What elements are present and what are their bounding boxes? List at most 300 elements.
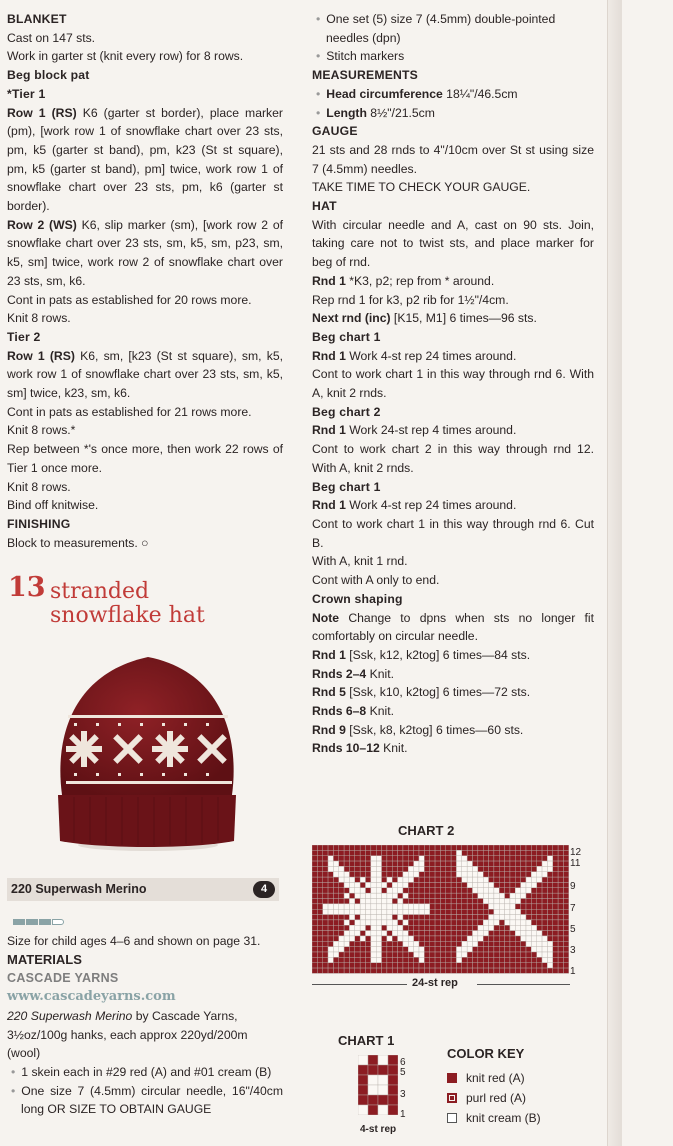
chart-cell <box>358 1095 368 1105</box>
chart-cell <box>312 904 317 909</box>
chart-cell <box>446 850 451 855</box>
chart-cell <box>531 941 536 946</box>
chart-cell <box>563 941 568 946</box>
chart-cell <box>424 936 429 941</box>
chart-cell <box>510 893 515 898</box>
chart-cell <box>317 936 322 941</box>
chart-cell <box>424 931 429 936</box>
chart-cell <box>537 877 542 882</box>
chart-cell <box>537 909 542 914</box>
chart-cell <box>553 925 558 930</box>
chart-cell <box>344 920 349 925</box>
chart-cell <box>317 957 322 962</box>
chart-cell <box>494 931 499 936</box>
chart-cell <box>542 931 547 936</box>
chart-cell <box>558 882 563 887</box>
chart-cell <box>333 963 338 968</box>
chart-cell <box>467 909 472 914</box>
chart-cell <box>355 872 360 877</box>
chart-cell <box>531 915 536 920</box>
chart-cell <box>473 936 478 941</box>
chart-cell <box>387 936 392 941</box>
chart-cell <box>537 872 542 877</box>
row2-instruction <box>7 216 283 291</box>
chart-cell <box>382 925 387 930</box>
materials-heading: MATERIALS <box>7 951 82 967</box>
chart-cell <box>317 963 322 968</box>
chart-cell <box>478 931 483 936</box>
chart-cell <box>403 856 408 861</box>
chart-cell <box>526 861 531 866</box>
chart-cell <box>368 1085 378 1095</box>
chart-cell <box>312 850 317 855</box>
chart-cell <box>563 925 568 930</box>
chart-cell <box>360 899 365 904</box>
chart-cell <box>510 920 515 925</box>
chart-cell <box>323 845 328 850</box>
chart-cell <box>531 968 536 973</box>
materials-bullet-2: • One size 7 (4.5mm) circular needle, 16"/40cm long OR SIZE TO OBTAIN GAUGE <box>7 1082 283 1119</box>
chart-cell <box>462 968 467 973</box>
chart-cell <box>440 872 445 877</box>
chart-cell <box>526 968 531 973</box>
chart-cell <box>478 952 483 957</box>
chart-cell <box>414 947 419 952</box>
chart-cell <box>558 877 563 882</box>
chart-cell <box>526 882 531 887</box>
chart-cell <box>489 909 494 914</box>
chart-cell <box>489 920 494 925</box>
chart-cell <box>542 957 547 962</box>
chart-cell <box>408 882 413 887</box>
key-knit-cream <box>447 1111 541 1125</box>
chart-cell <box>360 952 365 957</box>
chart-cell <box>489 915 494 920</box>
chart-cell <box>355 947 360 952</box>
chart-cell <box>440 920 445 925</box>
chart-cell <box>547 931 552 936</box>
chart-cell <box>505 882 510 887</box>
chart-cell <box>333 931 338 936</box>
chart-cell <box>440 856 445 861</box>
chart-cell <box>414 915 419 920</box>
chart-cell <box>478 909 483 914</box>
chart-cell <box>505 931 510 936</box>
chart-cell <box>531 866 536 871</box>
chart-cell <box>473 909 478 914</box>
chart-cell <box>366 968 371 973</box>
chart-cell <box>430 888 435 893</box>
chart2-row-9: 9 <box>570 881 576 892</box>
chart-cell <box>355 850 360 855</box>
chart-cell <box>430 925 435 930</box>
chart-cell <box>317 947 322 952</box>
chart-cell <box>515 893 520 898</box>
chart-cell <box>435 936 440 941</box>
chart-cell <box>510 850 515 855</box>
chart-cell <box>547 882 552 887</box>
chart-cell <box>473 968 478 973</box>
chart-cell <box>510 925 515 930</box>
chart-cell <box>349 920 354 925</box>
gauge-check: TAKE TIME TO CHECK YOUR GAUGE. <box>312 180 531 195</box>
chart-cell <box>483 877 488 882</box>
chart-cell <box>333 866 338 871</box>
finishing-heading: FINISHING <box>7 516 71 531</box>
chart-cell <box>435 947 440 952</box>
chart-cell <box>344 904 349 909</box>
chart-cell <box>333 882 338 887</box>
chart-cell <box>440 941 445 946</box>
chart-cell <box>462 957 467 962</box>
chart-cell <box>505 899 510 904</box>
chart-cell <box>323 936 328 941</box>
chart-cell <box>510 952 515 957</box>
chart-cell <box>473 957 478 962</box>
blanket-section <box>7 10 283 552</box>
chart-cell <box>531 957 536 962</box>
chart-cell <box>542 866 547 871</box>
chart-cell <box>355 915 360 920</box>
chart-cell <box>403 888 408 893</box>
chart-cell <box>430 909 435 914</box>
chart-cell <box>366 925 371 930</box>
chart-cell <box>382 872 387 877</box>
crown-rnd1 <box>312 646 594 665</box>
chart-cell <box>398 941 403 946</box>
chart-cell <box>371 957 376 962</box>
chart-cell <box>489 893 494 898</box>
chart-cell <box>510 947 515 952</box>
chart-cell <box>521 888 526 893</box>
chart-cell <box>435 888 440 893</box>
chart-cell <box>446 925 451 930</box>
chart-cell <box>537 931 542 936</box>
chart-cell <box>531 893 536 898</box>
crown-heading: Crown shaping <box>312 591 403 606</box>
chart-cell <box>505 952 510 957</box>
chart-cell <box>547 915 552 920</box>
chart-cell <box>339 888 344 893</box>
chart-cell <box>558 904 563 909</box>
next-rnd-instruction <box>312 309 594 328</box>
chart-cell <box>388 1065 398 1075</box>
chart-cell <box>515 899 520 904</box>
chart-cell <box>505 915 510 920</box>
chart-cell <box>419 957 424 962</box>
chart-cell <box>317 931 322 936</box>
chart-cell <box>387 925 392 930</box>
c1b-rnd1-instruction <box>312 496 594 515</box>
chart-cell <box>371 920 376 925</box>
brand-name: CASCADE YARNS <box>7 971 119 986</box>
chart-cell <box>473 882 478 887</box>
crown-rnd2-text: Knit. <box>366 666 394 681</box>
chart-cell <box>499 861 504 866</box>
chart-cell <box>328 861 333 866</box>
chart-cell <box>317 866 322 871</box>
chart-cell <box>382 915 387 920</box>
chart-cell <box>339 861 344 866</box>
chart-cell <box>515 952 520 957</box>
chart-cell <box>371 952 376 957</box>
chart-cell <box>366 957 371 962</box>
chart-cell <box>547 888 552 893</box>
chart-cell <box>547 850 552 855</box>
chart-cell <box>317 904 322 909</box>
chart-cell <box>510 963 515 968</box>
chart-cell <box>382 941 387 946</box>
chart-cell <box>387 920 392 925</box>
chart-cell <box>403 947 408 952</box>
chart-cell <box>531 856 536 861</box>
t2row1-text: K6, sm, [k23 (St st square), sm, k5, work row 1 of snowflake chart over 23 sts, sm, k5, sm] twice, k23, sm, k6. <box>7 348 283 401</box>
chart-cell <box>489 963 494 968</box>
chart-cell <box>376 850 381 855</box>
chart-cell <box>467 941 472 946</box>
chart-cell <box>323 957 328 962</box>
chart-cell <box>414 920 419 925</box>
chart-cell <box>515 850 520 855</box>
chart-cell <box>467 845 472 850</box>
chart-cell <box>424 888 429 893</box>
note-instruction <box>312 609 594 646</box>
chart-cell <box>382 882 387 887</box>
chart-cell <box>323 963 328 968</box>
chart-cell <box>451 957 456 962</box>
c1b-rnd1-label: Rnd 1 <box>312 498 346 513</box>
chart-cell <box>387 931 392 936</box>
chart-cell <box>382 856 387 861</box>
chart-cell <box>526 952 531 957</box>
chart-cell <box>408 856 413 861</box>
chart-cell <box>473 845 478 850</box>
chart-cell <box>537 947 542 952</box>
chart-cell <box>542 968 547 973</box>
chart-cell <box>328 877 333 882</box>
chart-cell <box>328 920 333 925</box>
chart-cell <box>547 899 552 904</box>
chart-cell <box>446 936 451 941</box>
chart-cell <box>510 915 515 920</box>
chart-cell <box>537 963 542 968</box>
chart-cell <box>328 850 333 855</box>
chart-cell <box>360 968 365 973</box>
chart-cell <box>344 952 349 957</box>
chart-cell <box>419 941 424 946</box>
chart-cell <box>360 915 365 920</box>
chart-cell <box>424 909 429 914</box>
chart-cell <box>537 893 542 898</box>
chart-cell <box>451 947 456 952</box>
chart-cell <box>355 856 360 861</box>
chart-cell <box>451 915 456 920</box>
chart-cell <box>317 845 322 850</box>
chart-cell <box>430 915 435 920</box>
length-label: Length <box>326 105 367 120</box>
chart-cell <box>478 899 483 904</box>
chart-cell <box>366 904 371 909</box>
chart-cell <box>553 872 558 877</box>
chart-cell <box>398 952 403 957</box>
knit8b-text: Knit 8 rows.* <box>7 423 76 438</box>
chart-cell <box>312 920 317 925</box>
chart-cell <box>378 1105 388 1115</box>
chart-cell <box>494 957 499 962</box>
chart-cell <box>456 941 461 946</box>
chart-cell <box>547 845 552 850</box>
chart-cell <box>526 899 531 904</box>
chart-cell <box>317 925 322 930</box>
row1-label: Row 1 (RS) <box>7 105 77 120</box>
chart-cell <box>419 904 424 909</box>
chart-cell <box>408 963 413 968</box>
chart-cell <box>360 877 365 882</box>
chart-cell <box>312 845 317 850</box>
chart-cell <box>328 968 333 973</box>
chart-cell <box>456 882 461 887</box>
chart-cell <box>333 915 338 920</box>
chart-cell <box>419 920 424 925</box>
chart-cell <box>419 952 424 957</box>
chart-cell <box>483 845 488 850</box>
chart-cell <box>553 856 558 861</box>
rep-between-text: Rep between *'s once more, then work 22 rows of Tier 1 once more. <box>7 442 283 475</box>
chart-cell <box>553 963 558 968</box>
chart-cell <box>494 861 499 866</box>
chart-cell <box>355 957 360 962</box>
chart-cell <box>531 899 536 904</box>
chart-cell <box>531 861 536 866</box>
chart-cell <box>430 957 435 962</box>
chart-cell <box>408 893 413 898</box>
chart-cell <box>526 936 531 941</box>
chart-cell <box>382 904 387 909</box>
chart-cell <box>387 952 392 957</box>
chart-cell <box>515 936 520 941</box>
chart-cell <box>376 920 381 925</box>
chart-cell <box>328 856 333 861</box>
chart-cell <box>456 872 461 877</box>
chart-cell <box>328 925 333 930</box>
chart2-row-3: 3 <box>570 945 576 956</box>
chart-cell <box>531 877 536 882</box>
chart-cell <box>456 909 461 914</box>
chart-cell <box>333 952 338 957</box>
chart-cell <box>339 963 344 968</box>
chart-cell <box>360 931 365 936</box>
chart-cell <box>333 850 338 855</box>
chart-cell <box>388 1105 398 1115</box>
chart-cell <box>366 909 371 914</box>
chart-cell <box>515 904 520 909</box>
chart-cell <box>339 877 344 882</box>
skill-segment-empty <box>52 919 64 925</box>
next-rnd-label: Next rnd (inc) <box>312 311 391 326</box>
chart-cell <box>451 861 456 866</box>
chart-cell <box>312 856 317 861</box>
chart-cell <box>467 920 472 925</box>
chart2-grid <box>312 845 570 977</box>
chart-cell <box>312 952 317 957</box>
chart-cell <box>558 941 563 946</box>
chart-cell <box>521 936 526 941</box>
chart-cell <box>312 936 317 941</box>
chart-cell <box>558 925 563 930</box>
chart-cell <box>505 947 510 952</box>
chart-cell <box>499 893 504 898</box>
chart2-rep-line-left <box>312 984 407 985</box>
c1b-rnd1-text: Work 4-st rep 24 times around. <box>345 498 517 513</box>
chart-cell <box>563 915 568 920</box>
chart-cell <box>344 888 349 893</box>
yarn-weight-badge: 4 <box>253 881 275 898</box>
chart-cell <box>440 925 445 930</box>
chart-cell <box>526 909 531 914</box>
chart-cell <box>553 909 558 914</box>
chart-cell <box>542 941 547 946</box>
chart-cell <box>515 909 520 914</box>
chart-cell <box>499 941 504 946</box>
chart-cell <box>537 861 542 866</box>
chart-cell <box>547 920 552 925</box>
chart-cell <box>547 925 552 930</box>
chart-cell <box>424 877 429 882</box>
key-purl-red-label: purl red (A) <box>466 1091 527 1105</box>
chart-cell <box>451 877 456 882</box>
chart-cell <box>392 957 397 962</box>
chart-cell <box>510 957 515 962</box>
chart-cell <box>462 931 467 936</box>
chart-cell <box>419 947 424 952</box>
chart-cell <box>446 877 451 882</box>
chart-cell <box>440 915 445 920</box>
chart-cell <box>376 904 381 909</box>
chart-cell <box>339 931 344 936</box>
chart-cell <box>462 904 467 909</box>
chart-cell <box>446 882 451 887</box>
chart-cell <box>558 866 563 871</box>
row1-text: K6 (garter st border), place marker (pm), [work row 1 of snowflake chart over 23 sts, pm, k5 (garter st band), pm, k23 (St st square), pm, k5 (garter st band), pm] twice, work row 1 of snowflake chart over 23 sts, pm, k6 (garter st border). <box>7 105 283 214</box>
chart-cell <box>473 850 478 855</box>
chart-cell <box>553 877 558 882</box>
chart-cell <box>392 904 397 909</box>
chart-cell <box>408 920 413 925</box>
chart2-row-7: 7 <box>570 903 576 914</box>
chart-cell <box>521 904 526 909</box>
tier1-heading: *Tier 1 <box>7 86 46 101</box>
chart-cell <box>424 963 429 968</box>
chart-cell <box>382 920 387 925</box>
chart-cell <box>360 845 365 850</box>
chart-cell <box>333 856 338 861</box>
chart-cell <box>440 952 445 957</box>
chart-cell <box>510 872 515 877</box>
chart-cell <box>537 845 542 850</box>
cont21-text: Cont in pats as established for 21 rows more. <box>7 404 252 419</box>
chart-cell <box>505 941 510 946</box>
chart-cell <box>494 888 499 893</box>
chart-cell <box>333 899 338 904</box>
chart-cell <box>328 909 333 914</box>
chart-cell <box>408 931 413 936</box>
chart-cell <box>489 872 494 877</box>
chart-cell <box>378 1065 388 1075</box>
chart-cell <box>483 893 488 898</box>
chart-cell <box>349 957 354 962</box>
chart-cell <box>489 861 494 866</box>
chart-cell <box>478 877 483 882</box>
